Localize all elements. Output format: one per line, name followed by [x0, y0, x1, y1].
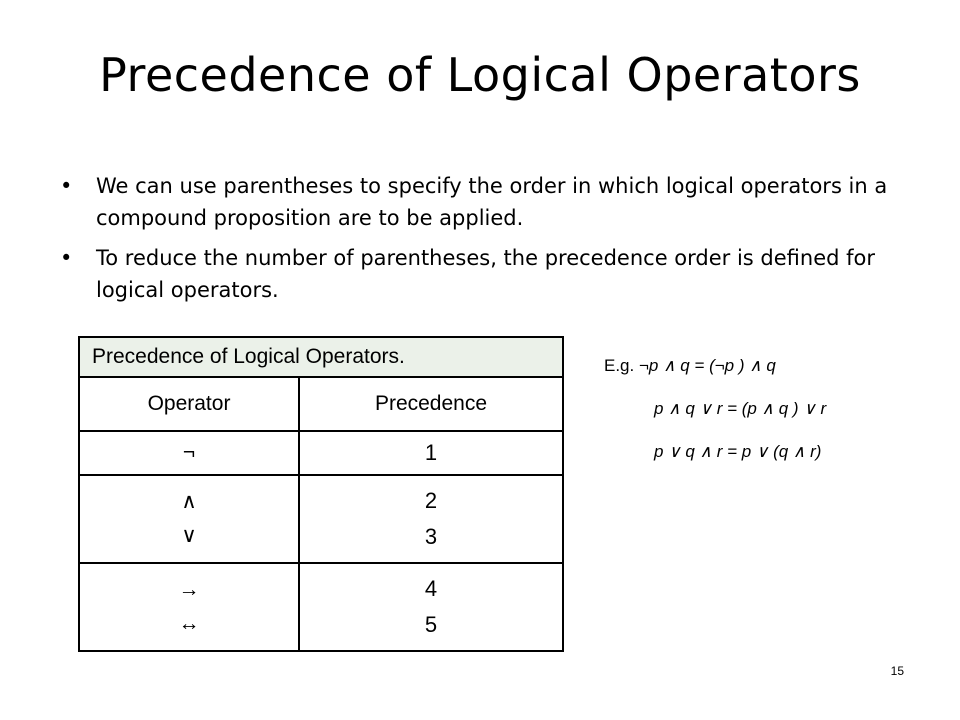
slide-title: Precedence of Logical Operators	[99, 48, 861, 102]
header-precedence: Precedence	[299, 377, 563, 431]
table-caption: Precedence of Logical Operators.	[79, 337, 563, 377]
operator-symbol: ¬	[182, 441, 196, 464]
example-line	[604, 356, 826, 383]
table-row	[79, 563, 563, 651]
example-line	[654, 399, 826, 426]
operator-cell	[79, 563, 299, 651]
precedence-cell	[299, 431, 563, 475]
operator-symbol: ↔	[178, 612, 200, 635]
example-line	[654, 442, 826, 469]
operator-cell	[79, 431, 299, 475]
precedence-value: 4	[424, 576, 438, 601]
example-expression: p ∨ q ∧ r = p ∨ (q ∧ r)	[654, 442, 822, 461]
bullet-item	[60, 242, 900, 306]
precedence-cell	[299, 563, 563, 651]
operator-symbol: ∧	[181, 490, 197, 513]
operator-cell	[79, 475, 299, 563]
example-expression: p ∧ q ∨ r = (p ∧ q ) ∨ r	[654, 399, 827, 418]
operator-symbol: →	[178, 578, 200, 601]
table-row	[79, 475, 563, 563]
header-operator: Operator	[79, 377, 299, 431]
operator-symbol: ∨	[181, 524, 197, 547]
bullet-marker: •	[60, 246, 73, 270]
precedence-value: 5	[424, 612, 438, 637]
table-row	[79, 431, 563, 475]
precedence-table	[78, 336, 564, 652]
bullet-list	[60, 170, 900, 314]
precedence-value: 1	[424, 440, 438, 465]
bullet-text: To reduce the number of parentheses, the precedence order is defined for logical operators.	[96, 246, 875, 302]
precedence-value: 3	[424, 524, 438, 549]
table-header-row	[79, 377, 563, 431]
example-expression: ¬p ∧ q = (¬p ) ∧ q	[638, 356, 776, 375]
precedence-value: 2	[424, 488, 438, 513]
precedence-cell	[299, 475, 563, 563]
example-prefix: E.g.	[604, 356, 635, 375]
page-number: 15	[890, 664, 904, 678]
bullet-item	[60, 170, 900, 234]
bullet-text: We can use parentheses to specify the order in which logical operators in a compound proposition are to be applied.	[96, 174, 888, 230]
bullet-marker: •	[60, 174, 73, 198]
examples-block	[604, 356, 826, 469]
